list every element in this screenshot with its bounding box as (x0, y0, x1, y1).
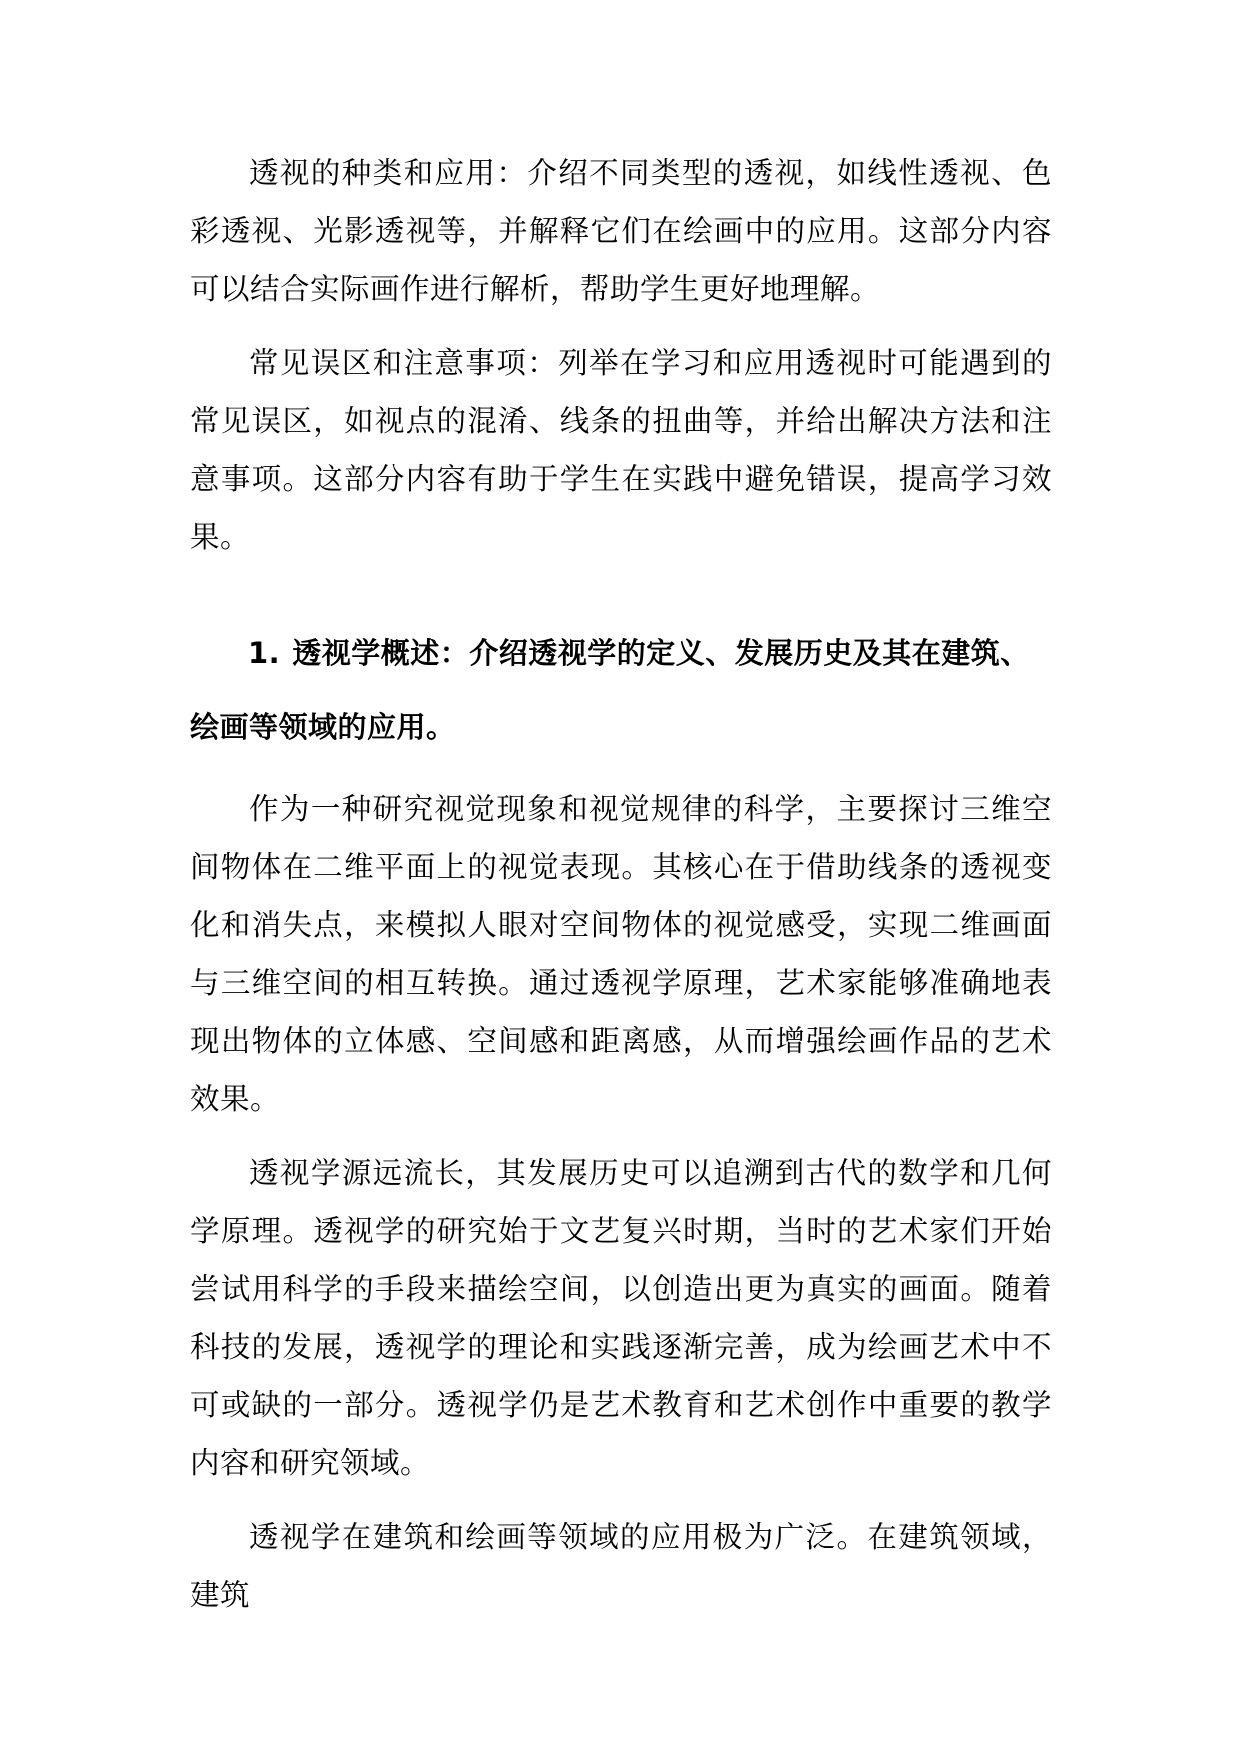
section-title: 透视学概述：介绍透视学的定义、发展历史及其在建筑、绘画等领域的应用。 (190, 636, 1030, 744)
paragraph-definition: 作为一种研究视觉现象和视觉规律的科学，主要探讨三维空间物体在二维平面上的视觉表现。其核心在于借助线条的透视变化和消失点，来模拟人眼对空间物体的视觉感受，实现二维画面与三维空间的相互转换。通过透视学原理，艺术家能够准确地表现出物体的立体感、空间感和距离感，从而增强绘画作品的艺术效果。 (190, 792, 1052, 1116)
document-body (190, 144, 1052, 1640)
paragraph-applications: 透视学在建筑和绘画等领域的应用极为广泛。在建筑领域，建筑 (190, 1520, 1052, 1612)
paragraph-history: 透视学源远流长，其发展历史可以追溯到古代的数学和几何学原理。透视学的研究始于文艺复兴时期，当时的艺术家们开始尝试用科学的手段来描绘空间，以创造出更为真实的画面。随着科技的发展，透视学的理论和实践逐渐完善，成为绘画艺术中不可或缺的一部分。透视学仍是艺术教育和艺术创作中重要的教学内容和研究领域。 (190, 1156, 1052, 1480)
section-number: 1. (248, 636, 281, 670)
paragraph-common-mistakes: 常见误区和注意事项：列举在学习和应用透视时可能遇到的常见误区，如视点的混淆、线条的扭曲等，并给出解决方法和注意事项。这部分内容有助于学生在实践中避免错误，提高学习效果。 (190, 346, 1052, 554)
section-heading (190, 616, 1052, 764)
paragraph-perspective-types: 透视的种类和应用：介绍不同类型的透视，如线性透视、色彩透视、光影透视等，并解释它们在绘画中的应用。这部分内容可以结合实际画作进行解析，帮助学生更好地理解。 (190, 156, 1052, 306)
